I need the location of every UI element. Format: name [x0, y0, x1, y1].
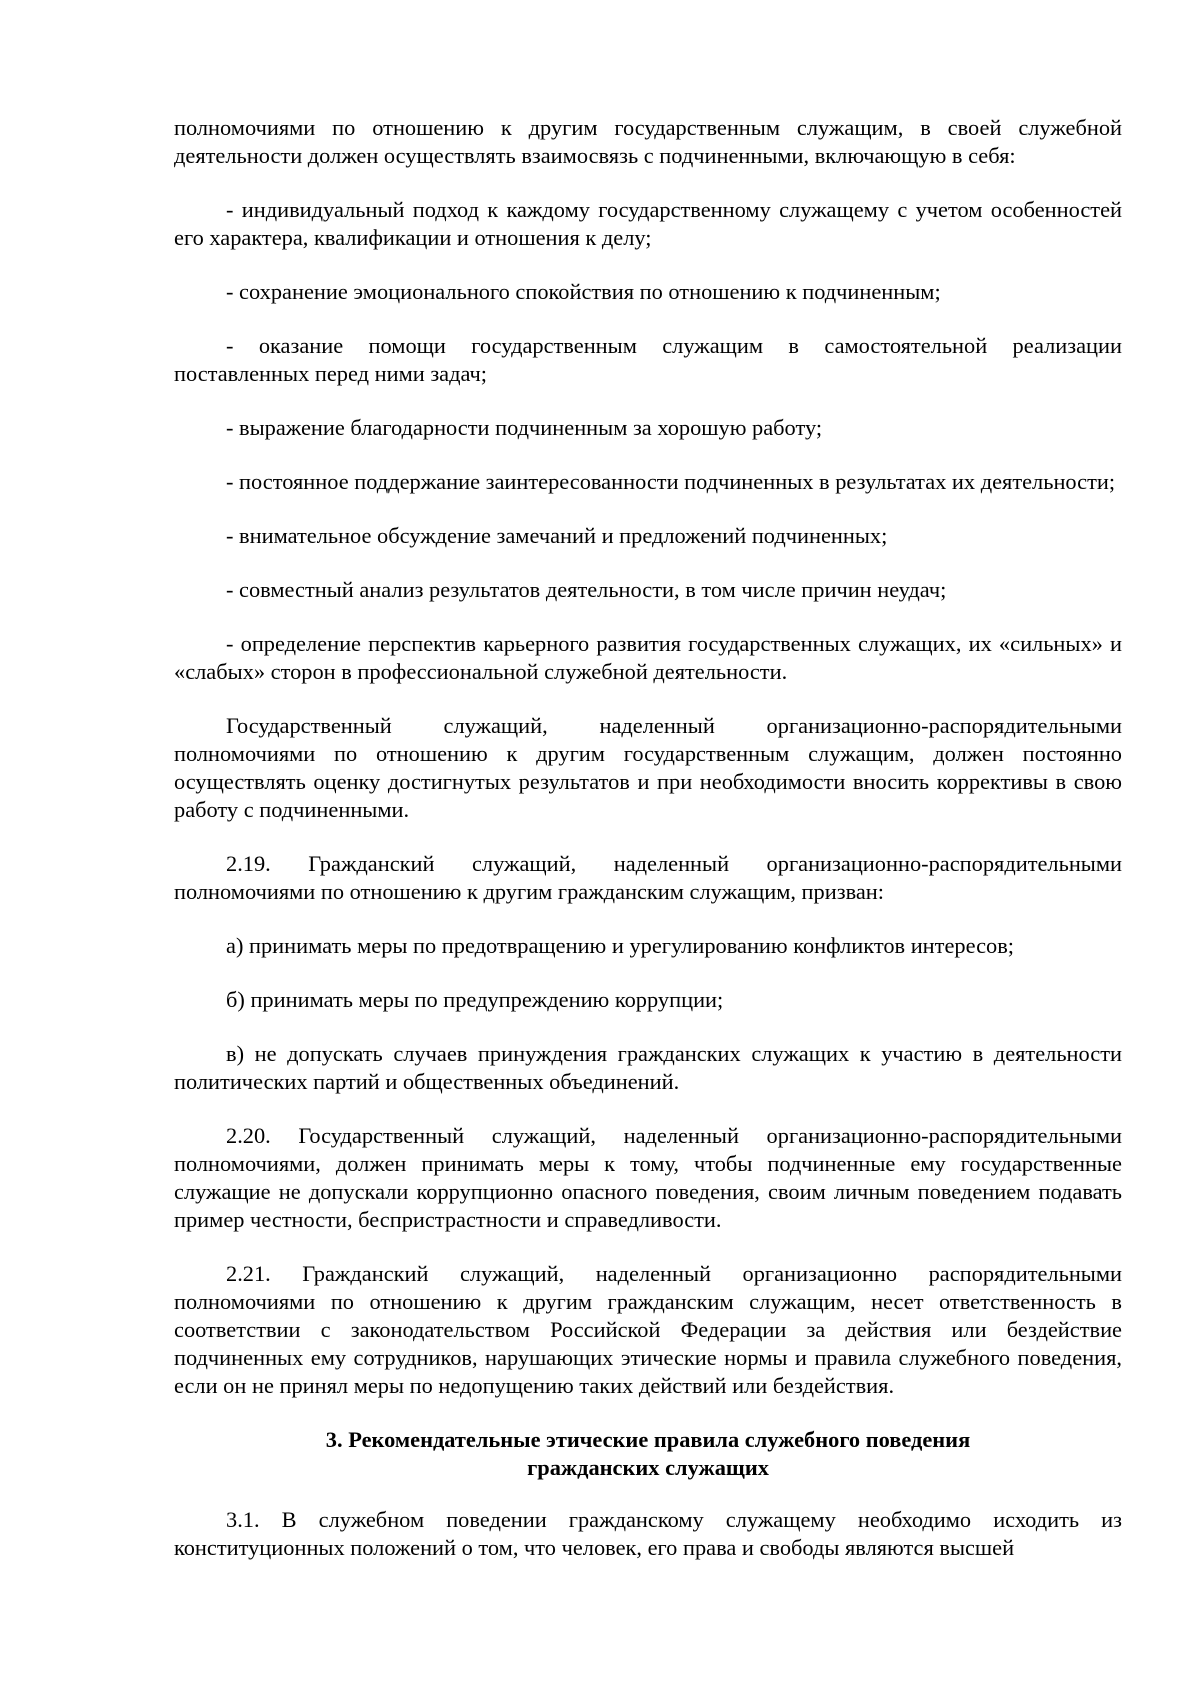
list-item-discussion: - внимательное обсуждение замечаний и предложений подчиненных;	[226, 523, 888, 548]
list-item-a: а) принимать меры по предотвращению и урегулированию конфликтов интересов;	[226, 933, 1014, 958]
list-item-individual-approach: - индивидуальный подход к каждому государственному служащему с учетом особенностей его характера, квалификации и отношения к делу;	[174, 197, 1122, 250]
paragraph-evaluation: Государственный служащий, наделенный организационно-распорядительными полномочиями по отношению к другим государственным служащим, должен постоянно осуществлять оценку достигнутых результатов и при необходимости вносить коррективы в свою работу с подчиненными.	[174, 713, 1122, 822]
document-page	[174, 114, 1122, 1588]
section-heading-line2: гражданских служащих	[527, 1455, 769, 1480]
paragraph-2-20: 2.20. Государственный служащий, наделенный организационно-распорядительными полномочиями, должен принимать меры к тому, чтобы подчиненные ему государственные служащие не допускали коррупционно опасного поведения, своим личным поведением подавать пример честности, беспристрастности и справедливости.	[174, 1123, 1122, 1232]
list-item-gratitude: - выражение благодарности подчиненным за хорошую работу;	[226, 415, 823, 440]
list-item-joint-analysis: - совместный анализ результатов деятельности, в том числе причин неудач;	[226, 577, 947, 602]
paragraph-2-19: 2.19. Гражданский служащий, наделенный организационно-распорядительными полномочиями по отношению к другим гражданским служащим, призван:	[174, 851, 1122, 904]
section-heading-line1: 3. Рекомендательные этические правила служебного поведения	[325, 1427, 971, 1452]
list-item-b: б) принимать меры по предупреждению коррупции;	[226, 987, 724, 1012]
list-item-assistance: - оказание помощи государственным служащим в самостоятельной реализации поставленных перед ними задач;	[174, 333, 1122, 386]
paragraph-3-1: 3.1. В служебном поведении гражданскому служащему необходимо исходить из конституционных положений о том, что человек, его права и свободы являются высшей	[174, 1507, 1122, 1560]
paragraph-continuation: полномочиями по отношению к другим государственным служащим, в своей служебной деятельности должен осуществлять взаимосвязь с подчиненными, включающую в себя:	[174, 115, 1122, 168]
list-item-interest: - постоянное поддержание заинтересованности подчиненных в результатах их деятельности;	[226, 469, 1116, 494]
paragraph-2-21: 2.21. Гражданский служащий, наделенный организационно распорядительными полномочиями по отношению к другим гражданским служащим, несет ответственность в соответствии с законодательством Российской Федерации за действия или бездействие подчиненных ему сотрудников, нарушающих этические нормы и правила служебного поведения, если он не принял меры по недопущению таких действий или бездействия.	[174, 1261, 1122, 1398]
section-heading	[174, 1426, 1122, 1482]
list-item-career-prospects: - определение перспектив карьерного развития государственных служащих, их «сильных» и «слабых» сторон в профессиональной служебной деятельности.	[174, 631, 1122, 684]
list-item-v: в) не допускать случаев принуждения гражданских служащих к участию в деятельности политических партий и общественных объединений.	[174, 1041, 1122, 1094]
list-item-emotional-calm: - сохранение эмоционального спокойствия по отношению к подчиненным;	[226, 279, 941, 304]
